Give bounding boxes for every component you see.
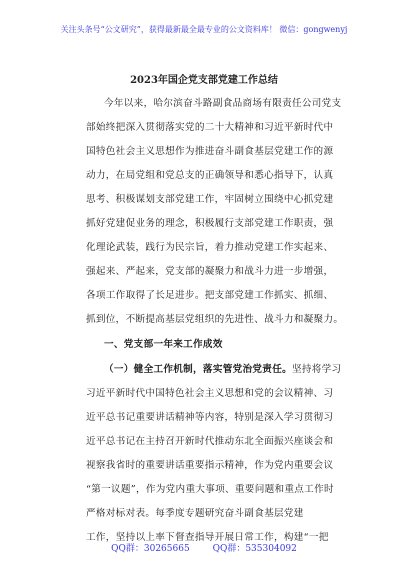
paragraph-line: “第一议题”，作为党内重大事项、重要问题和重点工作时 xyxy=(86,484,334,495)
paragraph-line: 今年以来，哈尔滨奋斗路副食品商场有限责任公司党支 xyxy=(104,98,342,109)
footer-qq-group-1: QQ群：30265665 xyxy=(111,544,190,554)
paragraph-line: 严格对标对表。每季度专题研究奋斗副食基层党建 xyxy=(86,508,304,519)
subsection-text: 坚持将学习 xyxy=(291,364,342,375)
paragraph-line: 抓到位，不断提高基层党组织的先进性、战斗力和凝聚力。 xyxy=(86,314,344,325)
paragraph-line: 动力，在局党组和党总支的正确领导和悉心指导下，认真 xyxy=(86,170,334,181)
header-banner: 关注头条号“公文研究”，获得最新最全最专业的公文资料库！ 微信：gongwenyj xyxy=(60,25,348,34)
paragraph-line: 习近平新时代中国特色社会主义思想和党的会议精神、习 xyxy=(86,388,334,399)
paragraph-line: 近平总书记重要讲话精神等内容，特别是深入学习贯彻习 xyxy=(86,412,334,423)
footer-qq-groups xyxy=(0,541,408,554)
subsection-first-line xyxy=(104,363,348,377)
paragraph-line: 工作，坚持以上率下督查指导开展日常工作，构建“一把 xyxy=(86,532,329,543)
footer-qq-group-2: QQ群：535304092 xyxy=(212,544,297,554)
paragraph-line: 化理论武装，践行为民宗旨，着力推动党建工作实起来、 xyxy=(86,242,334,253)
paragraph-line: 各项工作取得了长足进步。把支部党建工作抓实、抓细、 xyxy=(86,290,334,301)
paragraph-line: 视察我省时的重要讲话重要指示精神，作为党内重要会议 xyxy=(86,460,334,471)
paragraph-line: 国特色社会主义思想作为推进奋斗副食基层党建工作的源 xyxy=(86,146,334,157)
subsection-heading: （一）健全工作机制，落实管党治党责任。 xyxy=(104,364,292,375)
paragraph-line: 抓好党建促业务的理念，积极履行支部党建工作职责，强 xyxy=(86,218,334,229)
paragraph-line: 强起来、严起来，党支部的凝聚力和战斗力进一步增强， xyxy=(86,266,334,277)
paragraph-line: 部始终把深入贯彻落实党的二十大精神和习近平新时代中 xyxy=(86,122,334,133)
document-title: 2023年国企党支部党建工作总结 xyxy=(130,75,278,86)
paragraph-line: 近平总书记在主持召开新时代推动东北全面振兴座谈会和 xyxy=(86,436,334,447)
paragraph-line: 思考、积极谋划支部党建工作，牢固树立围绕中心抓党建 xyxy=(86,194,334,205)
section-heading: 一、党支部一年来工作成效 xyxy=(104,339,223,350)
